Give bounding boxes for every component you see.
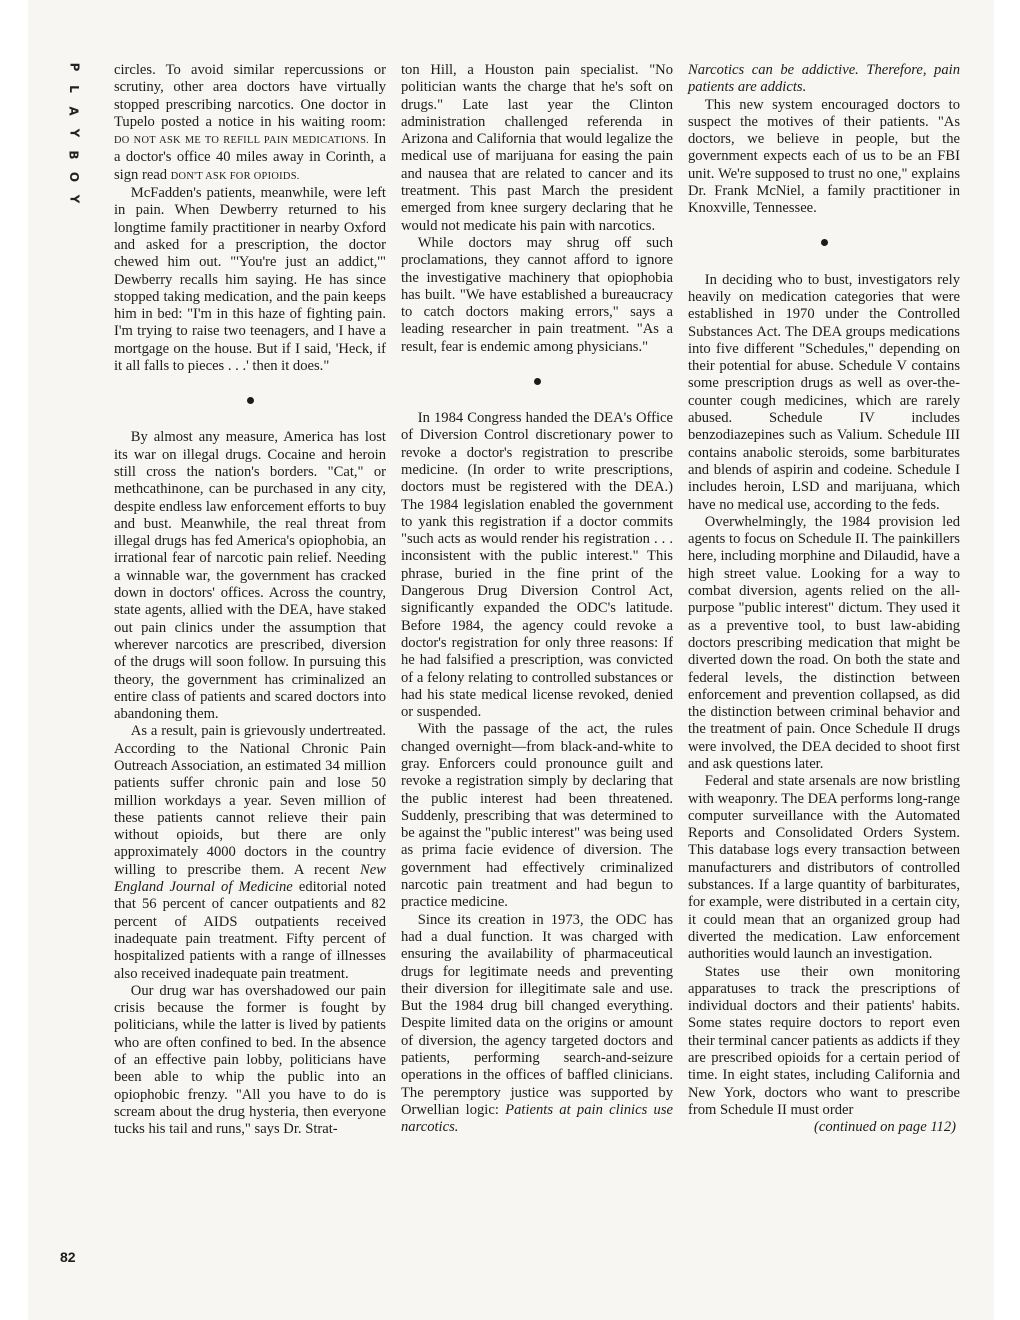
paragraph: By almost any measure, America has lost its war on illegal drugs. Cocaine and heroin still cross the nation's borders. "Cat," or methcathinone, can be purchased in any city, despite endless law enforcement efforts to buy and bust. Meanwhile, the real threat from illegal drugs has fed America's opiophobia, an irrational fear of narcotic pain relief. Needing a winnable war, the government has cracked down in doctors' offices. Across the country, state agents, allied with the DEA, have staked out pain clinics under the assumption that wherever narcotics are prescribed, diversion of the drugs will soon follow. In pursuing this theory, the government has criminalized an entire class of patients and scared doctors into abandoning them.	[114, 429, 386, 723]
paragraph: With the passage of the act, the rules changed overnight—from black-and-white to gray. Enforcers could pronounce guilt and revoke a registration simply by declaring that the public interest had been threatened. Suddenly, prescribing that was determined to be against the "public interest" was being used as prima facie evidence of diversion. The government had effectively criminalized narcotic pain treatment and had begun to practice medicine.	[401, 721, 673, 911]
paragraph: McFadden's patients, meanwhile, were left in pain. When Dewberry returned to his longtime family practitioner in nearby Oxford and asked for a prescription, the doctor chewed him out. "'You're just an addict,'" Dewberry recalls him saying. He has since stopped taking medication, and the pain keeps him in bed: "I'm in this haze of fighting pain. I'm trying to raise two teenagers, and I have a mortgage on the house. But if I said, 'Heck, if it all falls to pieces . . .' then it does."	[114, 185, 386, 375]
continued-notice: (continued on page 112)	[814, 1119, 956, 1136]
text-column-1	[114, 62, 386, 1139]
section-break-bullet	[688, 228, 960, 258]
section-break-bullet	[401, 366, 673, 396]
runner-letter: Y	[66, 128, 81, 138]
paragraph: While doctors may shrug off such proclamations, they cannot afford to ignore the investigative machinery that opiophobia has built. "We have established a bureaucracy to catch doctors making errors," says a leading researcher in pain treatment. "As a result, fear is endemic among physicians."	[401, 234, 673, 355]
italic-quote: Narcotics can be addictive. Therefore, pain patients are addicts.	[688, 62, 960, 96]
paragraph	[688, 62, 960, 97]
runner-letter: A	[66, 106, 81, 116]
section-break-bullet	[114, 385, 386, 415]
paragraph: This new system encouraged doctors to suspect the motives of their patients. "As doctors, we believe in people, but the government expects each of us to be an FBI unit. We're supposed to trust no one," explains Dr. Frank McNiel, a family practitioner in Knoxville, Tennessee.	[688, 96, 960, 217]
paragraph: Federal and state arsenals are now bristling with weaponry. The DEA performs long-range computer surveillance with the Automated Reports and Consolidated Orders System. This database logs every transaction between manufacturers and distributors of controlled substances. If a large quantity of barbiturates, for example, were distributed in a certain city, it could mean that an organized group had diverted the medication. Law enforcement authorities would launch an investigation.	[688, 773, 960, 963]
paragraph: Our drug war has overshadowed our pain crisis because the former is fought by politicians, while the latter is lived by patients who are often confined to bed. In the absence of an effective pain lobby, politicians have been able to whip the public into an opiophobic frenzy. "All you have to do is scream about the drug hysteria, then everyone tucks his tail and runs," says Dr. Strat-	[114, 982, 386, 1138]
runner-letter: O	[66, 171, 81, 183]
paragraph: Overwhelmingly, the 1984 provision led agents to focus on Schedule II. The painkillers here, including morphine and Dilaudid, have a high street value. Looking for a way to combat diversion, agents relied on the all-purpose "public interest" dictum. They used it as a preventive tool, to bust law-abiding doctors prescribing medication that might be diverted down the road. On both the state and federal levels, the distinction between enforcement and prevention collapsed, as did the distinction between criminal behavior and the treatment of pain. Once Schedule II drugs were involved, the DEA decided to shoot first and ask questions later.	[688, 513, 960, 772]
paragraph: ton Hill, a Houston pain specialist. "No politician wants the charge that he's soft on drugs." Late last year the Clinton administration challenged referenda in Arizona and California that would legalize the medical use of marijuana for easing the pain and nausea that are related to cancer and its treatment. This past March the president emerged from knee surgery declaring that he would not medicate his pain with narcotics.	[401, 62, 673, 234]
magazine-running-title	[62, 56, 86, 210]
italic-quote: Patients at pain clinics use narcotics.	[401, 1101, 673, 1136]
paragraph: Since its creation in 1973, the ODC has had a dual function. It was charged with ensuring the availability of pharmaceutical drugs for legitimate needs and preventing their diversion for illegitimate sale and use. But the 1984 drug bill changed everything. Despite limited data on the origins or amount of diversion, the agency targeted doctors and patients, performing search-and-seizure operations in the offices of baffled clinicians. The peremptory justice was supported by Orwellian logic: Patients at pain clinics use narcotics.	[401, 911, 673, 1136]
text-column-2	[401, 62, 673, 1137]
runner-letter: P	[66, 62, 81, 72]
magazine-page	[28, 0, 994, 1320]
text-column-3	[688, 62, 960, 1137]
page-number: 82	[60, 1249, 76, 1265]
paragraph: In deciding who to bust, investigators rely heavily on medication categories that were established in 1970 under the Controlled Substances Act. The DEA groups medications into five different "Schedules," depending on their potential for abuse. Schedule V contains some prescription drugs as well as over-the-counter cough medicines, which are rarely abused. Schedule IV includes benzodiazepines such as Valium. Schedule III contains anabolic steroids, some barbiturates and blends of aspirin and codeine. Schedule I includes heroin, LSD and marijuana, which have no medical use, according to the feds.	[688, 271, 960, 513]
sign-text: DO NOT ASK ME TO REFILL PAIN MEDICATIONS.	[114, 135, 370, 147]
paragraph: States use their own monitoring apparatuses to track the prescriptions of individual doctors and their patients' habits. Some states require doctors to report even their terminal cancer patients as addicts if they are prescribed opioids for a certain period of time. In eight states, including California and New York, doctors who want to prescribe from Schedule II must order	[688, 963, 960, 1118]
paragraph: As a result, pain is grievously undertreated. According to the National Chronic Pain Outreach Association, an estimated 34 million patients suffer chronic pain and lose 50 million workdays a year. Seven million of these patients cannot relieve their pain without opioids, but there are only approximately 4000 doctors in the country willing to prescribe them. A recent New England Journal of Medicine editorial noted that 56 percent of cancer outpatients and 82 percent of AIDS outpatients received inadequate pain treatment. Fifty percent of hospitalized patients with a range of illnesses also received inadequate pain treatment.	[114, 723, 386, 982]
publication-title: New England Journal of Medicine	[114, 861, 386, 896]
runner-letter: B	[67, 150, 81, 160]
paragraph: In 1984 Congress handed the DEA's Office of Diversion Control discretionary power to revoke a doctor's registration to prescribe medicine. (In order to write prescriptions, doctors must be registered with the DEA.) The 1984 legislation enabled the government to yank this registration if a doctor commits "such acts as would render his registration . . . inconsistent with the public interest." This phrase, buried in the fine print of the Dangerous Drug Diversion Control Act, significantly expanded the ODC's latitude. Before 1984, the agency could revoke a doctor's registration for only three reasons: If he had falsified a prescription, was convicted of a felony relating to controlled substances or had his state medical license revoked, denied or suspended.	[401, 410, 673, 721]
runner-letter: Y	[66, 194, 81, 204]
sign-text: DON'T ASK FOR OPIOIDS.	[170, 170, 300, 182]
paragraph: circles. To avoid similar repercussions or scrutiny, other area doctors have virtually stopped prescribing narcotics. One doctor in Tupelo posted a notice in his waiting room: DO NOT ASK ME TO REFILL PAIN MEDICATIONS. In a doctor's office 40 miles away in Corinth, a sign read DON'T ASK FOR OPIOIDS.	[114, 62, 386, 183]
runner-letter: L	[67, 85, 81, 93]
